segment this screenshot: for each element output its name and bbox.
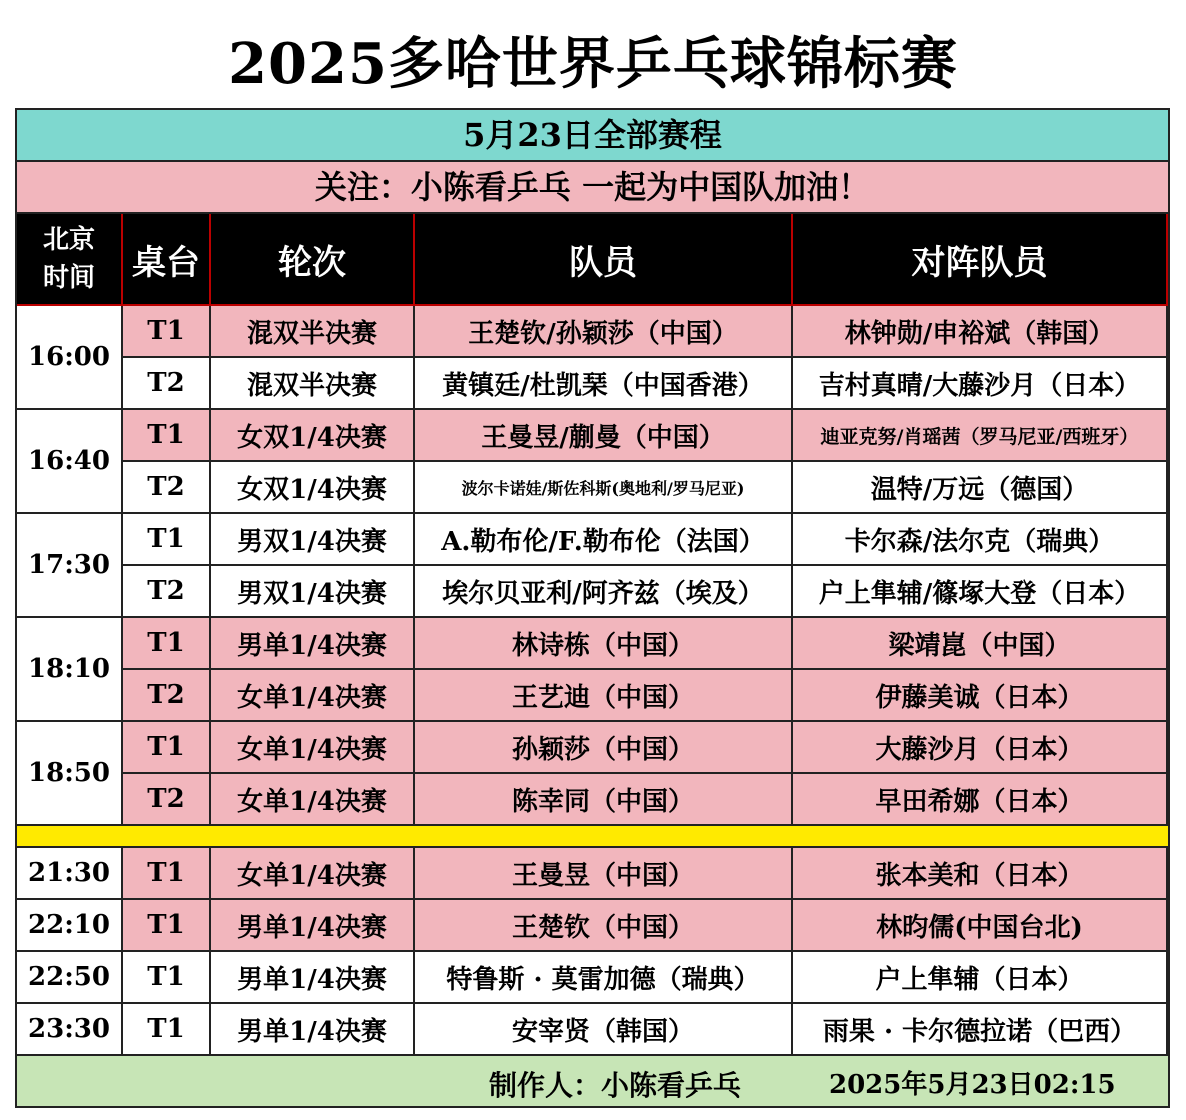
players-cell <box>415 358 793 410</box>
time-cell <box>17 952 123 1004</box>
round-cell <box>211 618 415 670</box>
opponents-cell-text: 伊藤美诚（日本） <box>875 682 1084 713</box>
time-cell <box>17 514 123 618</box>
table-cell <box>123 358 211 410</box>
schedule-table <box>15 108 1170 1108</box>
table-cell-text: T2 <box>147 680 185 710</box>
players-cell-text: 陈幸同（中国） <box>511 786 694 817</box>
header-time <box>17 214 123 306</box>
table-cell-text: T1 <box>147 1014 185 1044</box>
opponents-cell <box>793 566 1168 618</box>
players-cell <box>415 670 793 722</box>
time-cell-text: 16:40 <box>28 446 110 476</box>
table-cell-text: T1 <box>147 628 185 658</box>
header-table <box>123 214 211 306</box>
table-cell <box>123 306 211 358</box>
players-cell-text: 王楚钦/孙颖莎（中国） <box>468 318 738 349</box>
round-cell-text: 女单1/4决赛 <box>237 734 387 765</box>
opponents-cell <box>793 1004 1168 1056</box>
time-cell-text: 17:30 <box>28 550 110 580</box>
time-cell <box>17 848 123 900</box>
table-cell <box>123 1004 211 1056</box>
players-cell <box>415 722 793 774</box>
round-cell <box>211 900 415 952</box>
round-cell-text: 男单1/4决赛 <box>237 630 387 661</box>
players-cell-text: 安宰贤（韩国） <box>511 1016 694 1047</box>
page-title: 2025多哈世界乒乓球锦标赛 <box>228 31 958 97</box>
round-cell <box>211 952 415 1004</box>
time-cell <box>17 618 123 722</box>
time-cell-text: 23:30 <box>28 1014 110 1044</box>
opponents-cell-text: 迪亚克努/肖瑶茜（罗马尼亚/西班牙） <box>820 425 1139 448</box>
table-cell <box>123 722 211 774</box>
opponents-cell-text: 林钟勋/申裕斌（韩国） <box>844 318 1115 349</box>
players-cell <box>415 774 793 826</box>
table-cell <box>123 848 211 900</box>
opponents-cell <box>793 900 1168 952</box>
time-cell-text: 18:10 <box>28 654 110 684</box>
opponents-cell <box>793 410 1168 462</box>
date-banner: 5月23日全部赛程 <box>17 110 1168 162</box>
table-cell <box>123 410 211 462</box>
round-cell-text: 男双1/4决赛 <box>237 526 387 557</box>
players-cell <box>415 566 793 618</box>
players-cell-text: A.勒布伦/F.勒布伦（法国） <box>441 526 765 557</box>
time-cell <box>17 410 123 514</box>
table-cell-text: T1 <box>147 962 185 992</box>
players-cell <box>415 848 793 900</box>
players-cell <box>415 306 793 358</box>
players-cell <box>415 1004 793 1056</box>
table-cell <box>123 462 211 514</box>
header-players <box>415 214 793 306</box>
round-cell-text: 女双1/4决赛 <box>237 422 387 453</box>
table-cell <box>123 774 211 826</box>
time-cell <box>17 1004 123 1056</box>
table-cell <box>123 670 211 722</box>
table-cell-text: T1 <box>147 858 185 888</box>
round-cell <box>211 358 415 410</box>
time-cell <box>17 306 123 410</box>
table-cell <box>123 566 211 618</box>
footer-maker: 制作人：小陈看乒乓 <box>489 1069 742 1102</box>
table-cell <box>123 952 211 1004</box>
header-opponents <box>793 214 1168 306</box>
players-cell <box>415 900 793 952</box>
round-cell-text: 女单1/4决赛 <box>237 682 387 713</box>
players-cell-text: 波尔卡诺娃/斯佐科斯(奥地利/罗马尼亚) <box>461 478 745 498</box>
round-cell <box>211 306 415 358</box>
players-cell-text: 黄镇廷/杜凯琹（中国香港） <box>442 370 764 401</box>
opponents-cell <box>793 514 1168 566</box>
table-cell-text: T1 <box>147 420 185 450</box>
opponents-cell-text: 户上隼辅（日本） <box>875 964 1084 995</box>
opponents-cell-text: 卡尔森/法尔克（瑞典） <box>844 526 1115 557</box>
table-cell-text: T2 <box>147 784 185 814</box>
round-cell <box>211 722 415 774</box>
opponents-cell-text: 温特/万远（德国） <box>870 474 1089 505</box>
opponents-cell-text: 户上隼辅/篠塚大登（日本） <box>818 578 1141 609</box>
players-cell-text: 孙颖莎（中国） <box>511 734 694 765</box>
players-cell-text: 王艺迪（中国） <box>511 682 694 713</box>
round-cell-text: 男双1/4决赛 <box>237 578 387 609</box>
table-cell <box>123 618 211 670</box>
round-cell <box>211 410 415 462</box>
opponents-cell-text: 早田希娜（日本） <box>875 786 1084 817</box>
round-cell <box>211 462 415 514</box>
opponents-cell <box>793 952 1168 1004</box>
footer <box>17 1056 1168 1106</box>
opponents-cell-text: 雨果 · 卡尔德拉诺（巴西） <box>822 1016 1137 1047</box>
table-cell <box>123 514 211 566</box>
opponents-cell <box>793 722 1168 774</box>
time-cell-text: 22:10 <box>28 910 110 940</box>
opponents-cell <box>793 618 1168 670</box>
round-cell <box>211 774 415 826</box>
round-cell-text: 男单1/4决赛 <box>237 964 387 995</box>
time-cell <box>17 900 123 952</box>
footer-timestamp: 2025年5月23日02:15 <box>829 1070 1116 1100</box>
players-cell-text: 王曼昱/蒯曼（中国） <box>481 422 725 453</box>
opponents-cell <box>793 774 1168 826</box>
players-cell <box>415 952 793 1004</box>
opponents-cell-text: 梁靖崑（中国） <box>888 630 1071 661</box>
round-cell-text: 男单1/4决赛 <box>237 912 387 943</box>
round-cell-text: 女单1/4决赛 <box>237 860 387 891</box>
time-cell-text: 22:50 <box>28 962 110 992</box>
players-cell-text: 林诗栋（中国） <box>511 630 694 661</box>
time-cell-text: 18:50 <box>28 758 110 788</box>
table-cell-text: T2 <box>147 368 185 398</box>
time-cell <box>17 722 123 826</box>
header-round <box>211 214 415 306</box>
players-cell-text: 特鲁斯 · 莫雷加德（瑞典） <box>446 964 760 995</box>
players-cell <box>415 462 793 514</box>
table-cell-text: T1 <box>147 732 185 762</box>
round-cell <box>211 1004 415 1056</box>
table-cell-text: T2 <box>147 472 185 502</box>
opponents-cell-text: 大藤沙月（日本） <box>875 734 1084 765</box>
header-table-text: 桌台 <box>132 242 200 283</box>
players-cell <box>415 410 793 462</box>
round-cell-text: 女双1/4决赛 <box>237 474 387 505</box>
table-cell-text: T2 <box>147 576 185 606</box>
header-round-text: 轮次 <box>278 242 346 283</box>
players-cell <box>415 514 793 566</box>
table-cell-text: T1 <box>147 524 185 554</box>
header-time-text: 北京 时间 <box>42 225 95 293</box>
players-cell-text: 王曼昱（中国） <box>511 860 694 891</box>
opponents-cell <box>793 306 1168 358</box>
players-cell <box>415 618 793 670</box>
opponents-cell-text: 林昀儒(中国台北) <box>876 912 1083 943</box>
round-cell <box>211 514 415 566</box>
header-players-text: 队员 <box>569 242 637 283</box>
session-separator <box>17 826 1168 848</box>
time-cell-text: 16:00 <box>28 342 110 372</box>
round-cell-text: 混双半决赛 <box>246 318 377 349</box>
opponents-cell <box>793 462 1168 514</box>
round-cell-text: 混双半决赛 <box>246 370 377 401</box>
opponents-cell <box>793 848 1168 900</box>
round-cell-text: 女单1/4决赛 <box>237 786 387 817</box>
opponents-cell-text: 张本美和（日本） <box>875 860 1084 891</box>
table-cell-text: T1 <box>147 316 185 346</box>
table-cell <box>123 900 211 952</box>
opponents-cell-text: 吉村真晴/大藤沙月（日本） <box>818 370 1141 401</box>
opponents-cell <box>793 670 1168 722</box>
header-opponents-text: 对阵队员 <box>911 242 1048 283</box>
round-cell <box>211 670 415 722</box>
players-cell-text: 埃尔贝亚利/阿齐兹（埃及） <box>442 578 764 609</box>
follow-banner: 关注：小陈看乒乓 一起为中国队加油！ <box>17 162 1168 214</box>
round-cell-text: 男单1/4决赛 <box>237 1016 387 1047</box>
round-cell <box>211 848 415 900</box>
time-cell-text: 21:30 <box>28 858 110 888</box>
opponents-cell <box>793 358 1168 410</box>
table-cell-text: T1 <box>147 910 185 940</box>
players-cell-text: 王楚钦（中国） <box>511 912 694 943</box>
round-cell <box>211 566 415 618</box>
